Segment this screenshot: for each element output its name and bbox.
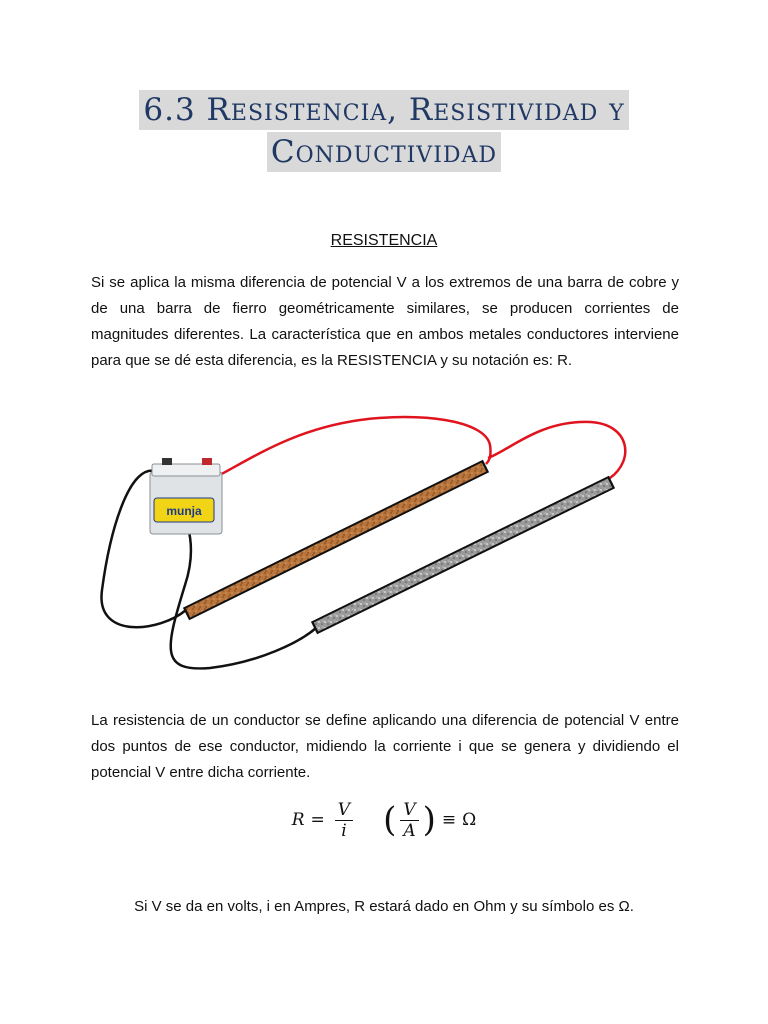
red-wire-battery <box>210 417 491 480</box>
formula-unit-denominator: A <box>403 820 416 841</box>
formula-paren-close: ) <box>422 800 436 840</box>
formula-paren-open: ( <box>383 800 397 840</box>
formula-equals: = <box>310 810 325 830</box>
formula-numerator: V <box>335 800 353 821</box>
paragraph-definition: La resistencia de un conductor se define aplicando una diferencia de potencial V entre dos puntos de ese conductor, midiendo la corriente i que se genera y dividiendo el potencial V entre dicha corriente. <box>91 712 679 781</box>
title-block <box>0 90 768 172</box>
iron-bar <box>316 483 610 627</box>
footer-note: Si V se da en volts, i en Ampres, R estará dado en Ohm y su símbolo es Ω. <box>134 898 634 915</box>
resistance-formula <box>0 796 768 844</box>
page-title-line-2: Conductividad <box>267 132 501 172</box>
circuit-illustration <box>90 410 650 680</box>
page-title-line-1: 6.3 Resistencia, Resistividad y <box>139 90 628 130</box>
formula-fraction <box>335 800 353 841</box>
formula-unit-numerator: V <box>400 800 418 821</box>
formula-denominator: i <box>341 820 347 841</box>
paragraph-intro: Si se aplica la misma diferencia de potencial V a los extremos de una barra de cobre y de una barra de fierro geométricamente similares, se producen corrientes de magnitudes diferentes. La característica que en ambos metales conductores interviene para que se dé esta diferencia, es la RESISTENCIA y su notación es: R. <box>91 274 679 369</box>
formula-unit-fraction <box>400 800 418 841</box>
formula-equiv: ≡ <box>441 810 457 830</box>
section-heading: RESISTENCIA <box>330 232 438 249</box>
battery-icon <box>150 458 222 534</box>
formula-lhs: R <box>291 810 305 830</box>
battery-brand-label: munja <box>166 504 202 518</box>
formula-ohm-symbol: Ω <box>462 810 477 830</box>
copper-bar <box>188 467 484 613</box>
red-wire-bars <box>488 422 625 478</box>
